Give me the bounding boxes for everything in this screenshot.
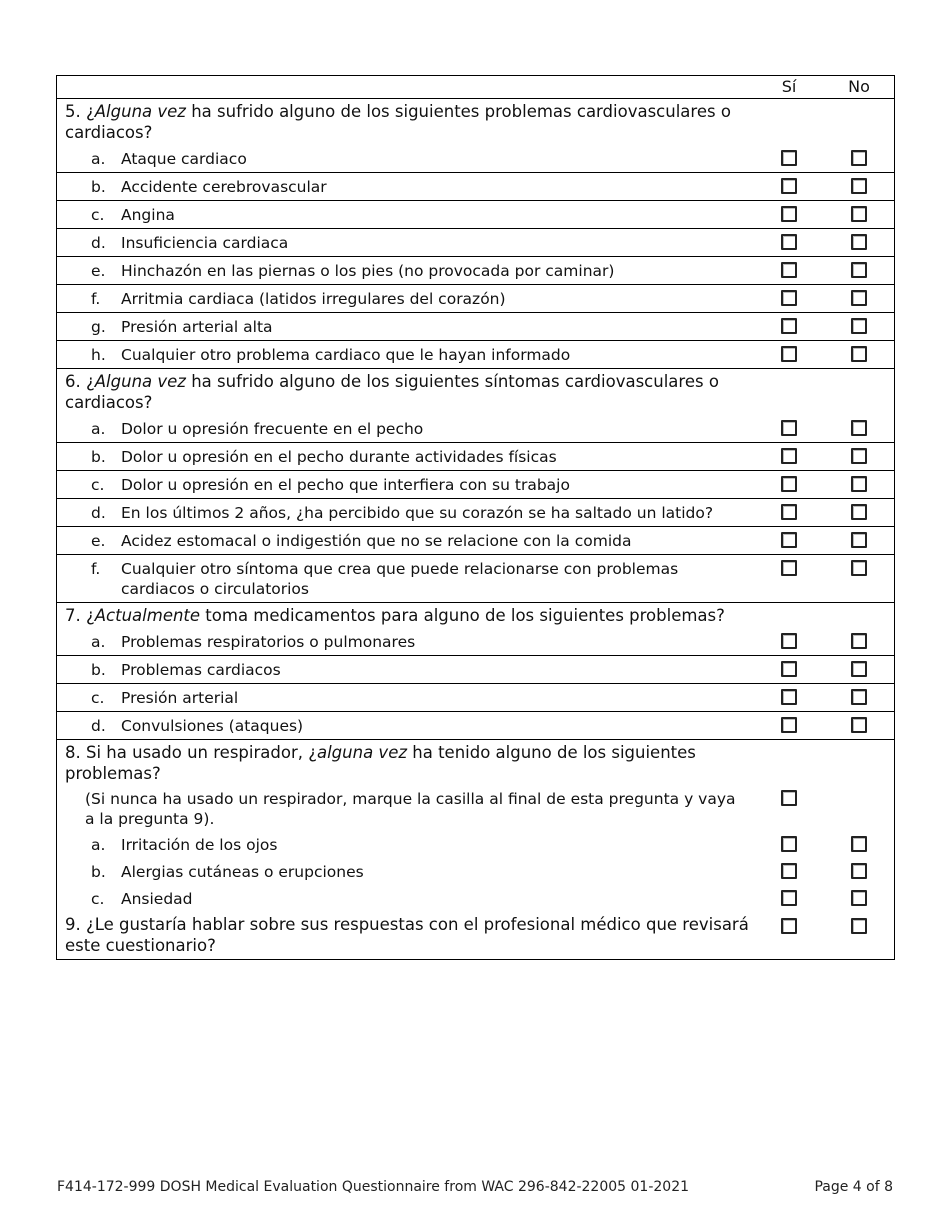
no-checkbox[interactable] — [851, 318, 867, 334]
yes-checkbox[interactable] — [781, 717, 797, 733]
question-7c: c. Presión arterial — [57, 683, 894, 711]
question-5-title: 5. ¿Alguna vez ha sufrido alguno de los siguientes problemas cardiovasculares o cardiacos? — [65, 102, 731, 142]
item-label: Dolor u opresión frecuente en el pecho — [121, 420, 424, 438]
question-5f: f. Arritmia cardiaca (latidos irregulares del corazón) — [57, 284, 894, 312]
yes-checkbox[interactable] — [781, 234, 797, 250]
no-checkbox[interactable] — [851, 560, 867, 576]
item-label: Presión arterial alta — [121, 318, 273, 336]
no-column-header: No — [848, 77, 870, 96]
question-6 — [57, 368, 894, 602]
yes-checkbox[interactable] — [781, 918, 797, 934]
answer-header — [57, 76, 894, 99]
question-6b: b. Dolor u opresión en el pecho durante actividades físicas — [57, 442, 894, 470]
question-6e: e. Acidez estomacal o indigestión que no se relacione con la comida — [57, 526, 894, 554]
no-checkbox[interactable] — [851, 448, 867, 464]
item-label: Arritmia cardiaca (latidos irregulares del corazón) — [121, 290, 506, 308]
questionnaire-table — [56, 75, 895, 960]
question-9-title: 9. ¿Le gustaría hablar sobre sus respuestas con el profesional médico que revisará este cuestionario? — [57, 912, 894, 959]
question-7d: d. Convulsiones (ataques) — [57, 711, 894, 739]
no-checkbox[interactable] — [851, 661, 867, 677]
no-checkbox[interactable] — [851, 717, 867, 733]
yes-checkbox[interactable] — [781, 504, 797, 520]
no-checkbox[interactable] — [851, 890, 867, 906]
yes-checkbox[interactable] — [781, 689, 797, 705]
question-8b: b. Alergias cutáneas o erupciones — [57, 858, 894, 885]
yes-checkbox[interactable] — [781, 560, 797, 576]
question-7a: a. Problemas respiratorios o pulmonares — [57, 628, 894, 655]
no-checkbox[interactable] — [851, 918, 867, 934]
item-label: Presión arterial — [121, 689, 239, 707]
no-checkbox[interactable] — [851, 206, 867, 222]
question-5e: e. Hinchazón en las piernas o los pies (no provocada por caminar) — [57, 256, 894, 284]
question-8-note — [57, 786, 894, 831]
no-checkbox[interactable] — [851, 150, 867, 166]
question-8-title: 8. Si ha usado un respirador, ¿alguna vez ha tenido alguno de los siguientes problemas? — [57, 739, 894, 786]
question-8 — [57, 739, 894, 912]
no-checkbox[interactable] — [851, 290, 867, 306]
yes-checkbox[interactable] — [781, 476, 797, 492]
yes-checkbox[interactable] — [781, 150, 797, 166]
item-label: Acidez estomacal o indigestión que no se relacione con la comida — [121, 532, 632, 550]
yes-checkbox[interactable] — [781, 346, 797, 362]
item-label: Dolor u opresión en el pecho que interfiera con su trabajo — [121, 476, 570, 494]
question-5 — [57, 99, 894, 368]
question-8c: c. Ansiedad — [57, 885, 894, 912]
yes-checkbox[interactable] — [781, 836, 797, 852]
page-number: Page 4 of 8 — [814, 1179, 893, 1195]
yes-checkbox[interactable] — [781, 290, 797, 306]
question-6f: f. Cualquier otro síntoma que crea que puede relacionarse con problemas cardiacos o circulatorios — [57, 554, 894, 602]
yes-checkbox[interactable] — [781, 318, 797, 334]
yes-checkbox[interactable] — [781, 206, 797, 222]
yes-column-header: Sí — [781, 77, 797, 96]
question-5b: b. Accidente cerebrovascular — [57, 172, 894, 200]
yes-checkbox[interactable] — [781, 448, 797, 464]
question-6a: a. Dolor u opresión frecuente en el pecho — [57, 415, 894, 442]
no-checkbox[interactable] — [851, 476, 867, 492]
item-label: Convulsiones (ataques) — [121, 717, 304, 735]
form-identifier: F414-172-999 DOSH Medical Evaluation Questionnaire from WAC 296-842-22005 01-2021 — [57, 1179, 690, 1195]
note-text: (Si nunca ha usado un respirador, marque la casilla al final de esta pregunta y vaya a la pregunta 9). — [85, 790, 736, 828]
question-6d: d. En los últimos 2 años, ¿ha percibido que su corazón se ha saltado un latido? — [57, 498, 894, 526]
item-label: Hinchazón en las piernas o los pies (no provocada por caminar) — [121, 262, 615, 280]
item-label: Dolor u opresión en el pecho durante actividades físicas — [121, 448, 557, 466]
question-6-title: 6. ¿Alguna vez ha sufrido alguno de los siguientes síntomas cardiovasculares o cardiacos? — [57, 368, 894, 415]
question-5d: d. Insuficiencia cardiaca — [57, 228, 894, 256]
question-9 — [57, 912, 894, 959]
question-5h: h. Cualquier otro problema cardiaco que le hayan informado — [57, 340, 894, 368]
item-label: Ansiedad — [121, 890, 193, 908]
item-label: Problemas cardiacos — [121, 661, 281, 679]
question-7 — [57, 602, 894, 739]
yes-checkbox[interactable] — [781, 863, 797, 879]
yes-checkbox[interactable] — [781, 178, 797, 194]
yes-checkbox[interactable] — [781, 532, 797, 548]
no-checkbox[interactable] — [851, 689, 867, 705]
yes-checkbox[interactable] — [781, 661, 797, 677]
yes-checkbox[interactable] — [781, 420, 797, 436]
question-7-title: 7. ¿Actualmente toma medicamentos para alguno de los siguientes problemas? — [57, 602, 894, 628]
no-checkbox[interactable] — [851, 504, 867, 520]
no-checkbox[interactable] — [851, 836, 867, 852]
no-checkbox[interactable] — [851, 178, 867, 194]
yes-checkbox[interactable] — [781, 262, 797, 278]
no-checkbox[interactable] — [851, 633, 867, 649]
item-label: En los últimos 2 años, ¿ha percibido que su corazón se ha saltado un latido? — [121, 504, 714, 522]
item-label: Alergias cutáneas o erupciones — [121, 863, 364, 881]
item-label: Ataque cardiaco — [121, 150, 247, 168]
item-label: Irritación de los ojos — [121, 836, 278, 854]
question-5g: g. Presión arterial alta — [57, 312, 894, 340]
never-used-respirator-checkbox[interactable] — [781, 790, 797, 806]
item-label: Accidente cerebrovascular — [121, 178, 327, 196]
no-checkbox[interactable] — [851, 346, 867, 362]
item-label: Problemas respiratorios o pulmonares — [121, 633, 416, 651]
no-checkbox[interactable] — [851, 420, 867, 436]
question-8a: a. Irritación de los ojos — [57, 831, 894, 858]
question-5a: a. Ataque cardiaco — [57, 145, 894, 172]
no-checkbox[interactable] — [851, 532, 867, 548]
yes-checkbox[interactable] — [781, 890, 797, 906]
question-5c: c. Angina — [57, 200, 894, 228]
question-6c: c. Dolor u opresión en el pecho que interfiera con su trabajo — [57, 470, 894, 498]
item-label: Cualquier otro problema cardiaco que le hayan informado — [121, 346, 571, 364]
no-checkbox[interactable] — [851, 234, 867, 250]
no-checkbox[interactable] — [851, 262, 867, 278]
item-label: Cualquier otro síntoma que crea que puede relacionarse con problemas cardiacos o circulatorios — [121, 560, 679, 598]
item-label: Angina — [121, 206, 175, 224]
no-checkbox[interactable] — [851, 863, 867, 879]
item-label: Insuficiencia cardiaca — [121, 234, 289, 252]
question-7b: b. Problemas cardiacos — [57, 655, 894, 683]
yes-checkbox[interactable] — [781, 633, 797, 649]
